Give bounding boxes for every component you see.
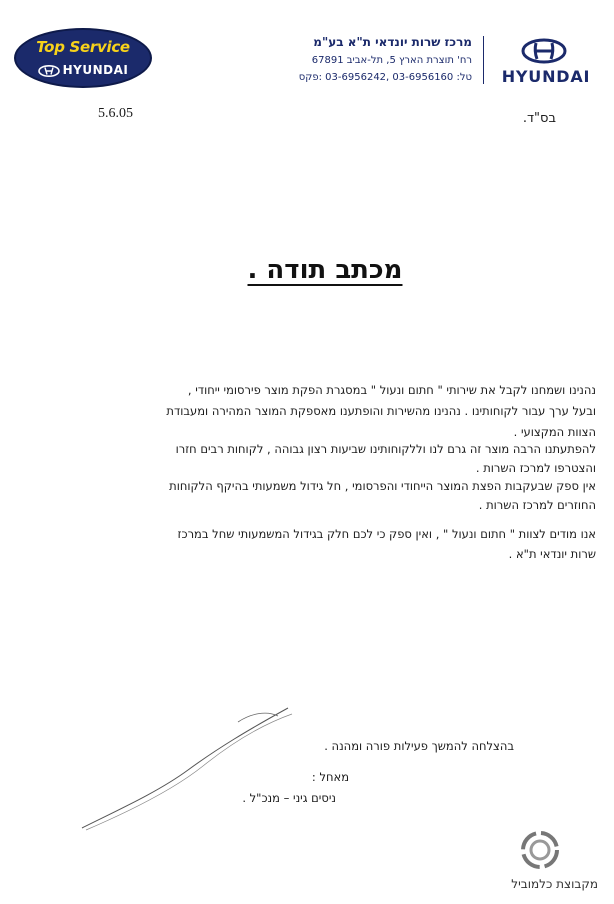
company-phones: טל: 03-6956160 ,03-6956242 :פקס xyxy=(298,72,472,83)
company-address: רח' תוצרת הארץ 5, תל-אביב 67891 xyxy=(311,55,472,66)
paragraph1-line: להפתעתנו הרבה מוצר זה גרם לנו וללקוחותינו שביעות רצון גבוהה , לקוחות רבים חזרו xyxy=(175,442,596,456)
hyundai-emblem-icon xyxy=(38,65,60,77)
from-label: מאחל : xyxy=(311,770,349,784)
company-name: מרכז שרות יונדאי ת"א בע"מ xyxy=(313,35,472,49)
paragraph2-line: אנו מודים לצוות " חתום ונעול " , ואין ספק כי לכם חלק בגידול המשמעותי שחל במרכז xyxy=(177,527,596,541)
paragraph2-line: שרות יונדאי ת"א . xyxy=(508,547,596,561)
hyundai-emblem-icon xyxy=(521,38,567,64)
hyundai-wordmark: HYUNDAI xyxy=(501,67,591,86)
paragraph1-line: הצוות המקצועי . xyxy=(513,425,596,439)
header-divider xyxy=(483,36,484,84)
paragraph1-line: והצטרפו למרכז השרות . xyxy=(475,461,596,475)
paragraph1-line: נהנינו ושמחנו לקבל את שירותי " חתום ונעול " במסגרת הפקת מוצר פירסומי ייחודי , xyxy=(187,383,596,397)
paragraph1-line: החוזרים למרכז השרות . xyxy=(478,498,596,512)
group-name: מקבוצת כלמוביל xyxy=(511,877,598,891)
logo-brand-row xyxy=(16,63,150,77)
top-service-logo xyxy=(14,28,152,88)
logo-title: Top Service xyxy=(36,38,130,56)
closing-line: בהצלחה להמשך פעילות פורה ומהנה . xyxy=(324,739,514,753)
signature-mark xyxy=(78,700,298,835)
letter-date: 5.6.05 xyxy=(98,106,133,121)
signer-name: ניסים גיני – מנכ"ל . xyxy=(242,791,336,805)
logo-brand: HYUNDAI xyxy=(62,63,129,77)
paragraph1-line: אין ספק שבעקבות הפצת המוצר הייחודי והפרסומי , חל גידול משמעותי בהיקף הלקוחות xyxy=(169,479,596,493)
group-emblem-icon xyxy=(519,829,561,871)
letter-title: מכתב תודה . xyxy=(247,255,403,285)
paragraph1-line: ובעל ערך עבור לקוחותינו . נהנינו מהשירות והופתענו מאספקת המוצר המהירה ומעבודת xyxy=(166,404,596,418)
bsd-mark: בס"ד. xyxy=(522,111,556,126)
